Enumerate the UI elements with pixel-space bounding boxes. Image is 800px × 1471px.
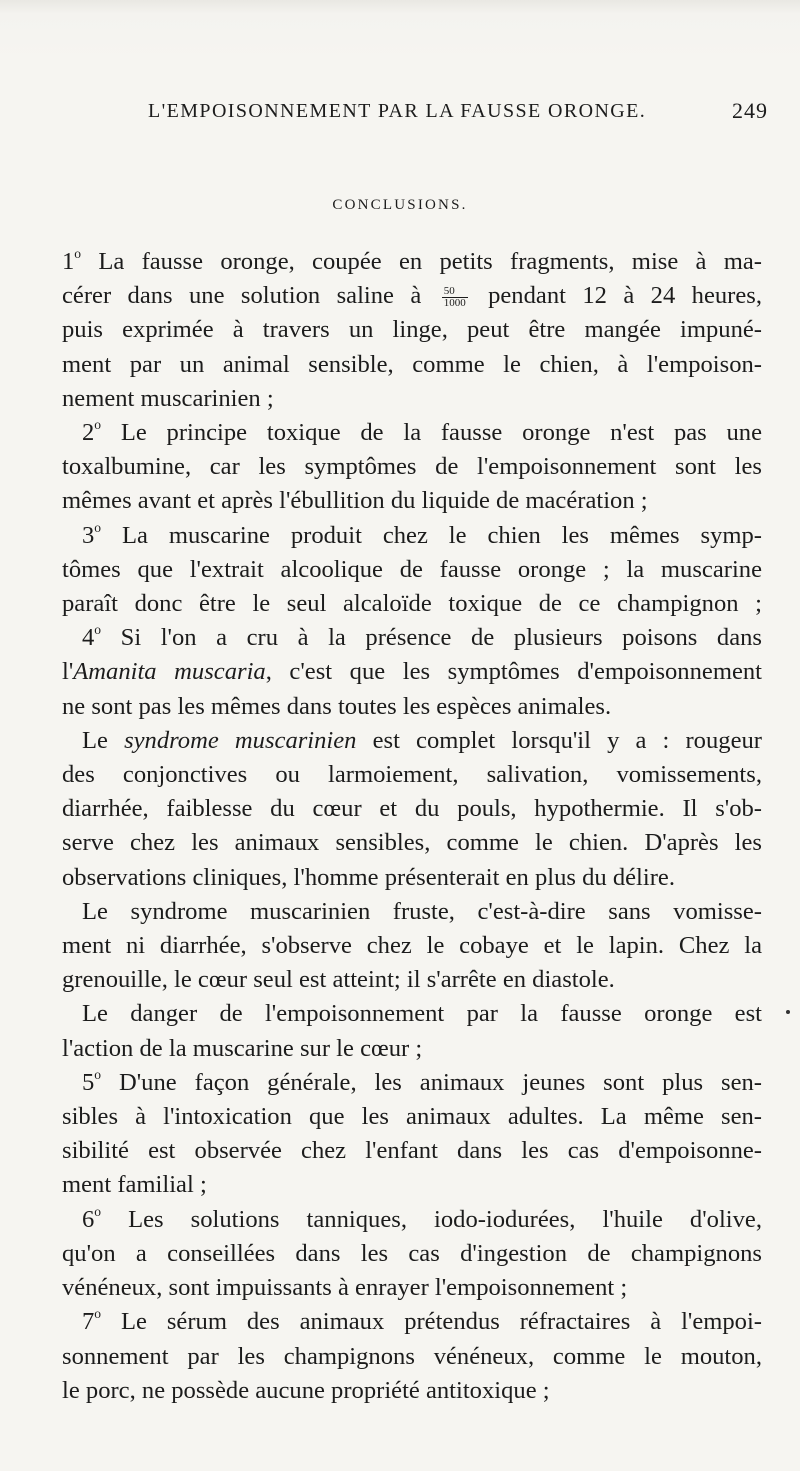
item-number: 6 (82, 1205, 95, 1233)
line-text: l' (62, 658, 74, 686)
italic-term: Amanita muscaria (73, 658, 266, 686)
page-number: 249 (732, 98, 768, 123)
line-text: Le danger de l'empoisonnement par la fausse oronge est (82, 1000, 762, 1028)
text-line (62, 997, 762, 1031)
section-heading: CONCLUSIONS. (332, 197, 468, 213)
text-line (62, 861, 762, 895)
line-text: l'action de la muscarine sur le cœur ; (62, 1034, 423, 1062)
line-text: sibles à l'intoxication que les animaux adultes. La même sen- (62, 1103, 762, 1131)
text-line (62, 1066, 762, 1100)
fraction-denominator: 1000 (443, 297, 466, 310)
ordinal-mark: o (94, 622, 102, 638)
text-line (62, 621, 762, 655)
line-text: puis exprimée à travers un linge, peut être mangée impuné- (62, 316, 762, 344)
text-line (62, 313, 762, 347)
print-speck (786, 1010, 790, 1014)
line-text: qu'on a conseillées dans les cas d'ingestion de champignons (62, 1239, 762, 1267)
text-line (62, 1203, 762, 1237)
line-text: tômes que l'extrait alcoolique de fausse oronge ; la muscarine (62, 555, 762, 583)
line-text: Le syndrome muscarinien fruste, c'est-à-dire sans vomisse- (82, 897, 762, 925)
text-line (62, 553, 762, 587)
ordinal-mark: o (94, 1067, 102, 1083)
text-line (62, 1168, 762, 1202)
fraction-numerator: 50 (442, 286, 468, 298)
text-line (62, 655, 762, 689)
item-number: 3 (82, 521, 95, 549)
line-text: vénéneux, sont impuissants à enrayer l'empoisonnement ; (62, 1274, 628, 1302)
line-text: La fausse oronge, coupée en petits fragments, mise à ma- (81, 248, 762, 275)
running-header (148, 100, 768, 128)
line-text: Le sérum des animaux prétendus réfractaires à l'empoi- (101, 1308, 762, 1336)
line-text: La muscarine produit chez le chien les mêmes symp- (101, 521, 762, 549)
text-line (62, 1237, 762, 1271)
text-line (62, 1032, 762, 1066)
item-number: 4 (82, 624, 95, 652)
text-line (62, 929, 762, 963)
text-line (62, 758, 762, 792)
line-text: sibilité est observée chez l'enfant dans les cas d'empoisonne- (62, 1137, 762, 1165)
line-text: des conjonctives ou larmoiement, salivation, vomissements, (62, 761, 762, 789)
text-line (62, 690, 762, 724)
text-line (62, 348, 762, 382)
item-number: 1 (62, 248, 75, 275)
line-text-continued: , c'est que les symptômes d'empoisonnement (265, 658, 762, 686)
line-text: observations cliniques, l'homme présenterait en plus du délire. (62, 863, 675, 891)
text-line (62, 279, 762, 313)
text-line (62, 963, 762, 997)
text-line (62, 1271, 762, 1305)
line-text: grenouille, le cœur seul est atteint; il s'arrête en diastole. (62, 966, 615, 994)
text-line (62, 245, 762, 279)
fraction (442, 286, 468, 309)
item-number: 7 (82, 1308, 95, 1336)
line-text: cérer dans une solution saline à (62, 282, 438, 310)
text-line (62, 416, 762, 450)
line-text-continued: pendant 12 à 24 heures, (471, 282, 762, 310)
line-text: sonnement par les champignons vénéneux, comme le mouton, (62, 1342, 762, 1370)
line-text: Le (82, 726, 125, 754)
ordinal-mark: o (94, 417, 102, 433)
text-line (62, 792, 762, 826)
ordinal-mark: o (74, 246, 82, 262)
line-text: ment ni diarrhée, s'observe chez le cobaye et le lapin. Chez la (62, 932, 762, 960)
text-line (62, 1134, 762, 1168)
text-line (62, 826, 762, 860)
text-line (62, 587, 762, 621)
line-text: ne sont pas les mêmes dans toutes les espèces animales. (62, 692, 612, 720)
text-line (62, 724, 762, 758)
text-line (62, 450, 762, 484)
line-text: Le principe toxique de la fausse oronge n'est pas une (101, 419, 762, 447)
text-line (62, 895, 762, 929)
ordinal-mark: o (94, 519, 102, 535)
line-text: serve chez les animaux sensibles, comme le chien. D'après les (62, 829, 762, 857)
line-text: mêmes avant et après l'ébullition du liquide de macération ; (62, 487, 648, 515)
line-text: ment familial ; (62, 1171, 207, 1199)
text-line (62, 1340, 762, 1374)
text-line (62, 519, 762, 553)
line-text: nement muscarinien ; (62, 384, 274, 412)
text-line (62, 382, 762, 416)
text-line (62, 1100, 762, 1134)
line-text: toxalbumine, car les symptômes de l'empoisonnement sont les (62, 453, 762, 481)
conclusions-body-text (62, 245, 762, 1408)
ordinal-mark: o (94, 1306, 102, 1322)
italic-term: syndrome muscarinien (124, 726, 357, 754)
text-line (62, 484, 762, 518)
line-text: le porc, ne possède aucune propriété antitoxique ; (62, 1376, 550, 1404)
line-text: diarrhée, faiblesse du cœur et du pouls, hypothermie. Il s'ob- (62, 795, 762, 823)
line-text: D'une façon générale, les animaux jeunes sont plus sen- (101, 1068, 762, 1096)
text-line (62, 1374, 762, 1408)
line-text: Si l'on a cru à la présence de plusieurs poisons dans (101, 624, 762, 652)
ordinal-mark: o (94, 1203, 102, 1219)
line-text: paraît donc être le seul alcaloïde toxique de ce champignon ; (62, 590, 762, 618)
line-text: ment par un animal sensible, comme le chien, à l'empoison- (62, 350, 762, 378)
item-number: 5 (82, 1068, 95, 1096)
item-number: 2 (82, 419, 95, 447)
line-text: Les solutions tanniques, iodo-iodurées, l'huile d'olive, (101, 1205, 762, 1233)
text-line (62, 1305, 762, 1339)
running-header-title: L'EMPOISONNEMENT PAR LA FAUSSE ORONGE. (148, 100, 647, 122)
line-text-continued: est complet lorsqu'il y a : rougeur (356, 726, 762, 754)
